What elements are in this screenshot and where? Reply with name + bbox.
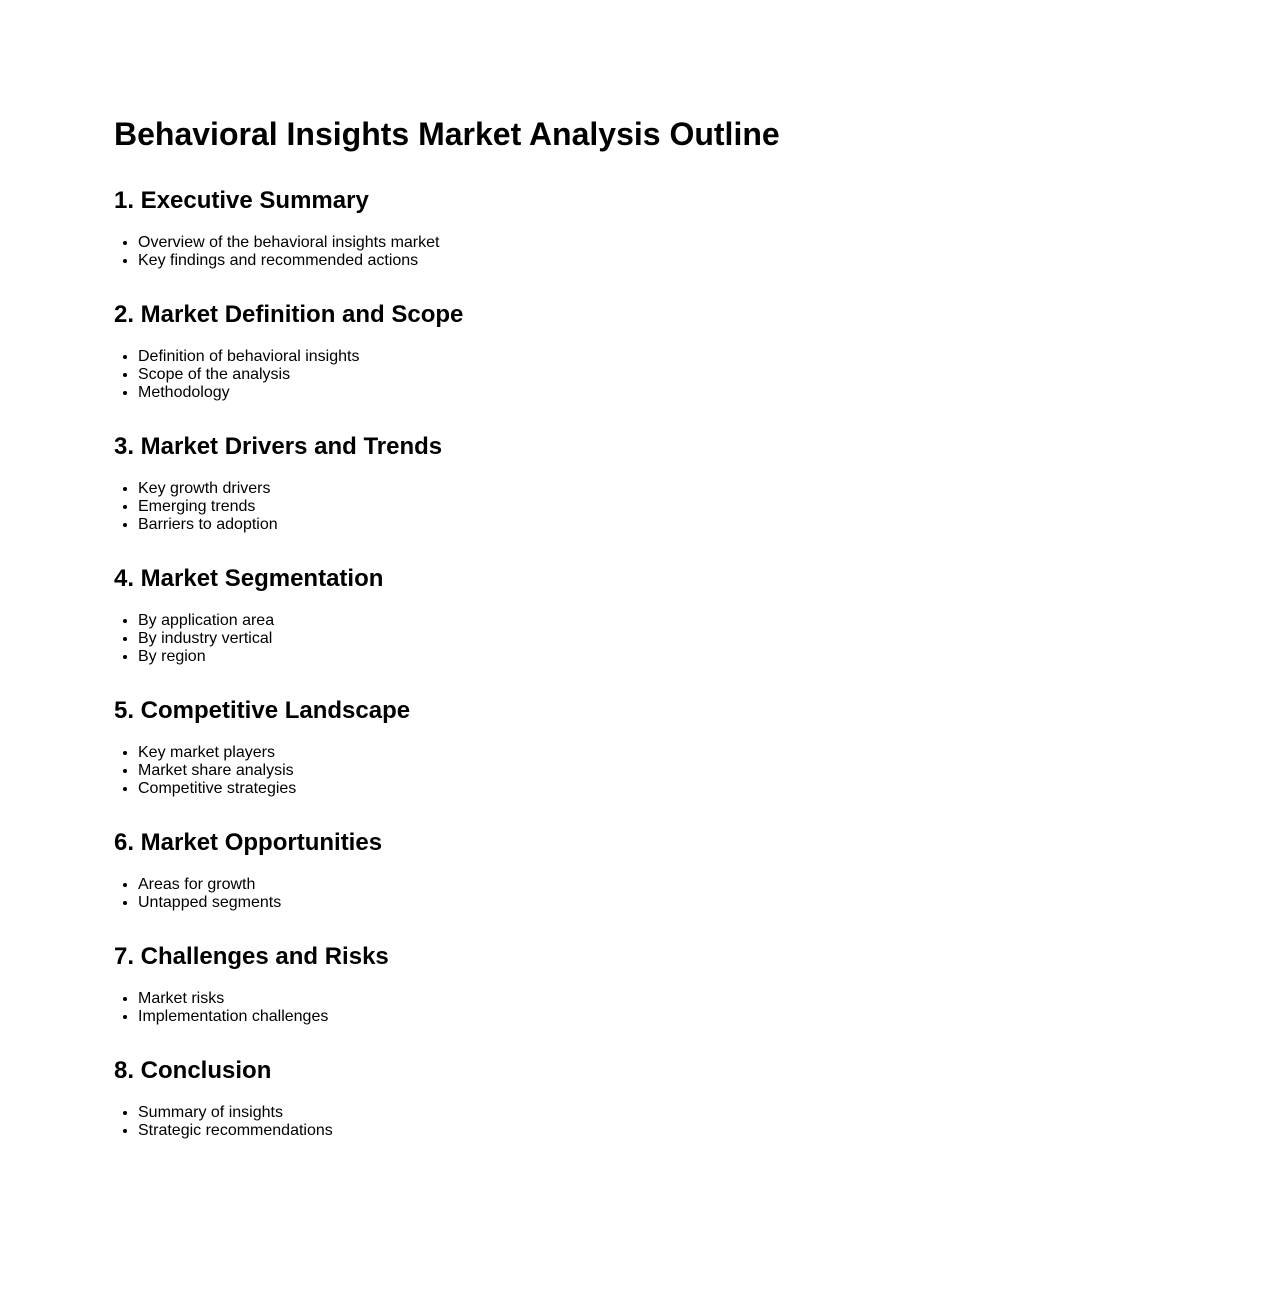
outline-section (114, 300, 1278, 402)
sections-container (114, 186, 1278, 1140)
page-title: Behavioral Insights Market Analysis Outline (114, 116, 780, 152)
list-item: • Areas for growth (138, 876, 1278, 894)
outline-section (114, 186, 1278, 270)
section-heading: 2. Market Definition and Scope (114, 301, 464, 328)
list-item: • Market share analysis (138, 762, 1278, 780)
outline-section (114, 828, 1278, 912)
outline-section (114, 696, 1278, 798)
bullet-list (114, 876, 1278, 912)
bullet-list (114, 348, 1278, 402)
section-heading: 4. Market Segmentation (114, 565, 384, 592)
list-item: • By industry vertical (138, 630, 1278, 648)
section-heading: 7. Challenges and Risks (114, 943, 389, 970)
bullet-list (114, 1104, 1278, 1140)
bullet-list (114, 744, 1278, 798)
bullet-list (114, 234, 1278, 270)
list-item: • Key findings and recommended actions (138, 252, 1278, 270)
section-heading: 5. Competitive Landscape (114, 697, 411, 724)
section-heading: 1. Executive Summary (114, 187, 369, 214)
list-item: • Methodology (138, 384, 1278, 402)
list-item: • Emerging trends (138, 498, 1278, 516)
outline-section (114, 564, 1278, 666)
section-heading: 8. Conclusion (114, 1057, 272, 1084)
list-item: • Barriers to adoption (138, 516, 1278, 534)
list-item: • Summary of insights (138, 1104, 1278, 1122)
list-item: • By region (138, 648, 1278, 666)
outline-section (114, 1056, 1278, 1140)
bullet-list (114, 990, 1278, 1026)
section-heading: 3. Market Drivers and Trends (114, 433, 443, 460)
list-item: • Scope of the analysis (138, 366, 1278, 384)
list-item: • Market risks (138, 990, 1278, 1008)
list-item: • Untapped segments (138, 894, 1278, 912)
outline-section (114, 432, 1278, 534)
list-item: • Competitive strategies (138, 780, 1278, 798)
bullet-list (114, 612, 1278, 666)
list-item: • Key market players (138, 744, 1278, 762)
outline-section (114, 942, 1278, 1026)
list-item: • Key growth drivers (138, 480, 1278, 498)
list-item: • Definition of behavioral insights (138, 348, 1278, 366)
list-item: • Implementation challenges (138, 1008, 1278, 1026)
list-item: • By application area (138, 612, 1278, 630)
bullet-list (114, 480, 1278, 534)
list-item: • Overview of the behavioral insights market (138, 234, 1278, 252)
section-heading: 6. Market Opportunities (114, 829, 383, 856)
list-item: • Strategic recommendations (138, 1122, 1278, 1140)
